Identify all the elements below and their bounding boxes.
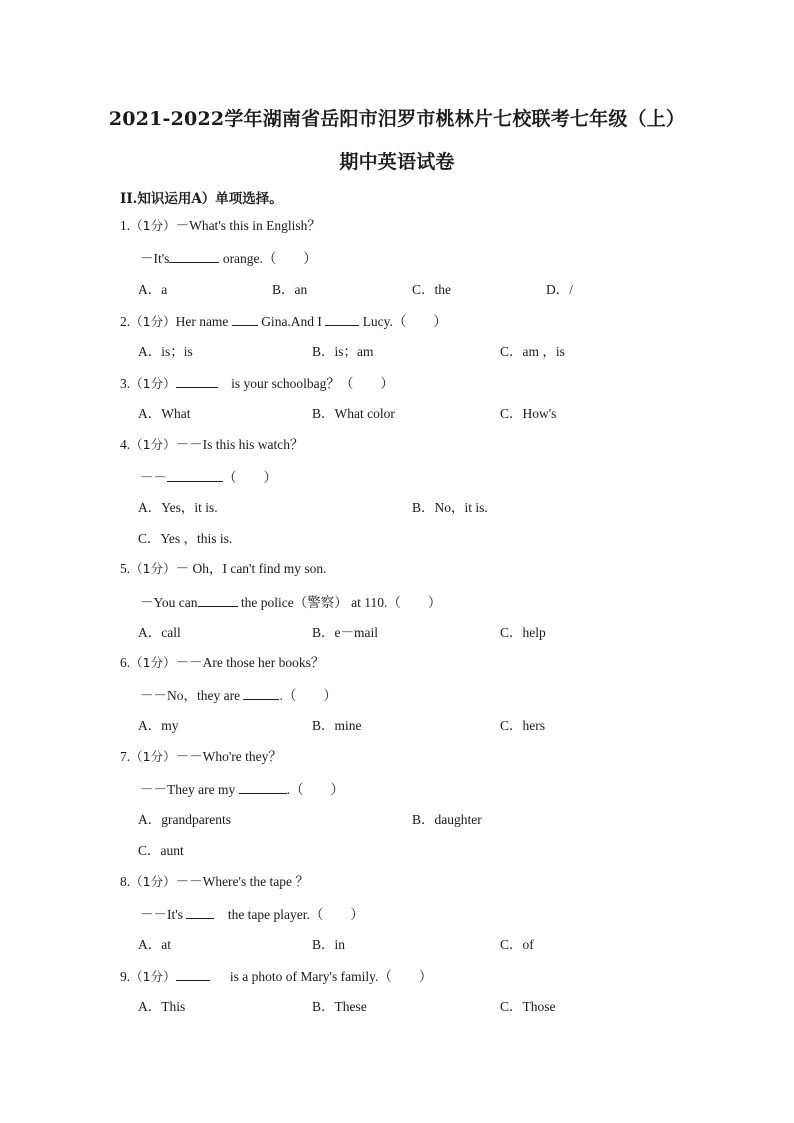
option[interactable]: A．is；is <box>138 344 193 359</box>
option[interactable]: C．Yes ，this is. <box>138 531 233 546</box>
option[interactable]: A．at <box>138 937 171 952</box>
option[interactable]: B．e－mail <box>312 625 378 640</box>
answer-blank[interactable] <box>176 373 218 388</box>
answer-blank[interactable] <box>232 311 258 326</box>
answer-blank[interactable] <box>169 248 219 263</box>
option[interactable]: C．aunt <box>138 843 184 858</box>
question-7: 7.（1分）－－Who're they？ <box>120 749 282 764</box>
answer-blank[interactable] <box>176 966 210 981</box>
section-heading: II.知识运用A）单项选择。 <box>120 191 283 207</box>
answer-blank[interactable] <box>167 467 223 482</box>
question-8: 8.（1分）－－Where's the tape ？ <box>120 874 309 889</box>
option[interactable]: C．am ，is <box>500 344 565 359</box>
question-6-answer-line: －－No，they are .（ ） <box>140 685 337 705</box>
question-1: 1.（1分）－What's this in English？ <box>120 218 321 233</box>
option[interactable]: A．This <box>138 999 186 1014</box>
option[interactable]: C．help <box>500 625 546 640</box>
question-4-answer-line: －－ （ ） <box>140 467 277 487</box>
option[interactable]: B．daughter <box>412 812 482 827</box>
option[interactable]: B．mine <box>312 718 362 733</box>
option[interactable]: A．a <box>138 282 168 297</box>
option[interactable]: B．No，it is. <box>412 500 488 515</box>
option[interactable]: C．of <box>500 937 534 952</box>
answer-blank[interactable] <box>243 685 279 700</box>
option[interactable]: A．What <box>138 406 191 421</box>
question-5-answer-line: －You can the police（警察） at 110.（ ） <box>140 592 441 612</box>
question-5: 5.（1分）－ Oh，I can't find my son. <box>120 561 327 576</box>
option[interactable]: C．hers <box>500 718 545 733</box>
option[interactable]: A．my <box>138 718 179 733</box>
question-8-answer-line: －－It's the tape player.（ ） <box>140 904 364 924</box>
option[interactable]: D．/ <box>546 282 573 297</box>
exam-title-line2: 期中英语试卷 <box>339 151 455 173</box>
option[interactable]: A．Yes，it is. <box>138 500 218 515</box>
option[interactable]: B．in <box>312 937 346 952</box>
option[interactable]: B．What color <box>312 406 395 421</box>
option[interactable]: C．the <box>412 282 451 297</box>
question-6: 6.（1分）－－Are those her books？ <box>120 655 325 670</box>
option[interactable]: B．These <box>312 999 367 1014</box>
option[interactable]: B．an <box>272 282 308 297</box>
answer-blank[interactable] <box>198 592 238 607</box>
question-4: 4.（1分）－－Is this his watch？ <box>120 437 304 452</box>
option[interactable]: A．grandparents <box>138 812 231 827</box>
question-3: 3.（1分） is your schoolbag？（ ） <box>120 373 394 393</box>
question-1-answer-line: －It's orange.（ ） <box>140 248 317 268</box>
question-7-answer-line: －－They are my .（ ） <box>140 779 344 799</box>
question-2: 2.（1分）Her name Gina.And I Lucy.（ ） <box>120 311 447 331</box>
answer-blank[interactable] <box>239 779 287 794</box>
option[interactable]: A．call <box>138 625 181 640</box>
answer-blank[interactable] <box>186 904 214 919</box>
question-9: 9.（1分） is a photo of Mary's family.（ ） <box>120 966 432 986</box>
option[interactable]: C．Those <box>500 999 556 1014</box>
option[interactable]: C．How's <box>500 406 557 421</box>
option[interactable]: B．is；am <box>312 344 374 359</box>
exam-title-line1: 2021-2022学年湖南省岳阳市汨罗市桃林片七校联考七年级（上） <box>108 108 686 130</box>
answer-blank[interactable] <box>325 311 359 326</box>
